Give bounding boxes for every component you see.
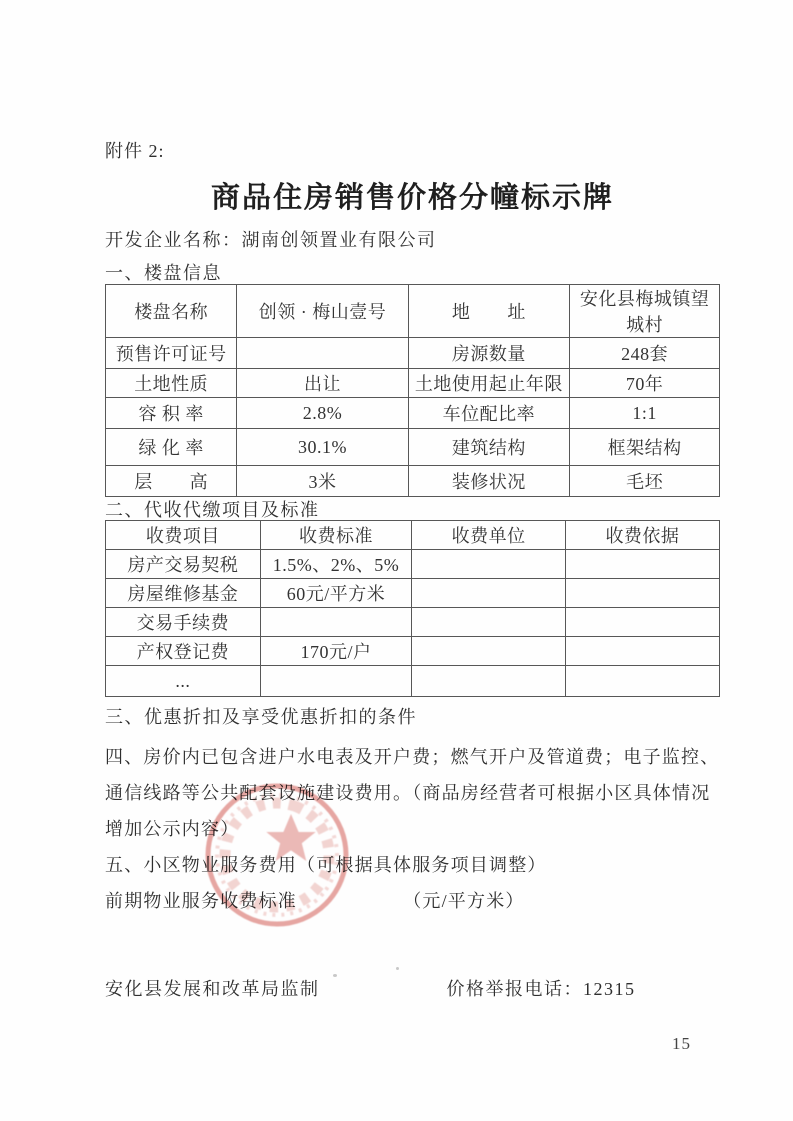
table-cell: 248套: [570, 338, 720, 369]
price-hotline-label: 价格举报电话：12315: [446, 979, 636, 999]
table-row: [106, 637, 720, 666]
table-cell: [260, 608, 412, 637]
section2-heading: 二、代收代缴项目及标准: [105, 500, 320, 520]
table-cell: 楼盘名称: [106, 285, 237, 338]
table-row: [106, 608, 720, 637]
table-cell: [237, 338, 408, 369]
table-row: [106, 285, 720, 338]
footer: [105, 977, 720, 1001]
scan-speck: [333, 974, 337, 977]
table-row: [106, 398, 720, 429]
table-cell: 1.5%、2%、5%: [260, 550, 412, 579]
table-cell: 建筑结构: [408, 429, 569, 466]
table-row: [106, 466, 720, 497]
section4-paragraph: [105, 739, 720, 847]
table-cell: 安化县梅城镇望城村: [570, 285, 720, 338]
column-header: 收费项目: [106, 521, 261, 550]
column-header: 收费依据: [565, 521, 719, 550]
section1-heading: 一、楼盘信息: [105, 263, 222, 283]
table-cell: [260, 666, 412, 697]
table-cell: 70年: [570, 369, 720, 398]
page-title: 商品住房销售价格分幢标示牌: [210, 182, 614, 214]
column-header: 收费标准: [260, 521, 412, 550]
developer-name-line: 开发企业名称：湖南创领置业有限公司: [105, 230, 437, 250]
table-cell: 交易手续费: [106, 608, 261, 637]
property-info-table: [105, 284, 720, 497]
table-cell: 毛坯: [570, 466, 720, 497]
table-cell: 170元/户: [260, 637, 412, 666]
table-cell: [412, 550, 566, 579]
table-cell: 房源数量: [408, 338, 569, 369]
table-cell: 地 址: [408, 285, 569, 338]
attachment-label: 附件 2:: [105, 141, 165, 161]
table-cell: 土地性质: [106, 369, 237, 398]
scan-speck: [396, 967, 399, 970]
table-cell: 车位配比率: [408, 398, 569, 429]
table-cell: 产权登记费: [106, 637, 261, 666]
table-cell: 2.8%: [237, 398, 408, 429]
table-row: [106, 550, 720, 579]
paragraph-line: 通信线路等公共配套设施建设费用。（商品房经营者可根据小区具体情况: [105, 783, 711, 803]
table-header-row: [106, 521, 720, 550]
table-cell: [412, 608, 566, 637]
table-cell: ...: [106, 666, 261, 697]
table-cell: 层 高: [106, 466, 237, 497]
section5-block: [105, 847, 720, 919]
section3-heading: 三、优惠折扣及享受优惠折扣的条件: [105, 707, 417, 727]
issuer-label: 安化县发展和改革局监制: [105, 979, 320, 999]
paragraph-line: 四、房价内已包含进户水电表及开户费；燃气开户及管道费；电子监控、: [105, 747, 720, 767]
table-cell: [412, 637, 566, 666]
table-row: [106, 369, 720, 398]
table-cell: [565, 608, 719, 637]
table-cell: 1:1: [570, 398, 720, 429]
table-cell: [565, 637, 719, 666]
table-cell: 房屋维修基金: [106, 579, 261, 608]
column-header: 收费单位: [412, 521, 566, 550]
table-cell: 3米: [237, 466, 408, 497]
table-row: [106, 429, 720, 466]
paragraph-line: 增加公示内容）: [105, 819, 240, 839]
property-fee-standard-line: 前期物业服务收费标准 （元/平方米）: [105, 891, 525, 911]
table-cell: 30.1%: [237, 429, 408, 466]
section5-heading: 五、小区物业服务费用（可根据具体服务项目调整）: [105, 855, 547, 875]
table-cell: [412, 579, 566, 608]
table-cell: 60元/平方米: [260, 579, 412, 608]
table-cell: 房产交易契税: [106, 550, 261, 579]
page-number: 15: [672, 1034, 691, 1053]
fees-table: [105, 520, 720, 697]
table-cell: 创领 · 梅山壹号: [237, 285, 408, 338]
table-cell: 绿 化 率: [106, 429, 237, 466]
table-row: [106, 579, 720, 608]
table-cell: [412, 666, 566, 697]
table-cell: 容 积 率: [106, 398, 237, 429]
table-row: [106, 338, 720, 369]
table-cell: 预售许可证号: [106, 338, 237, 369]
table-cell: 框架结构: [570, 429, 720, 466]
table-cell: [565, 666, 719, 697]
table-row: [106, 666, 720, 697]
table-cell: [565, 550, 719, 579]
table-cell: 出让: [237, 369, 408, 398]
table-cell: [565, 579, 719, 608]
table-cell: 土地使用起止年限: [408, 369, 569, 398]
table-cell: 装修状况: [408, 466, 569, 497]
